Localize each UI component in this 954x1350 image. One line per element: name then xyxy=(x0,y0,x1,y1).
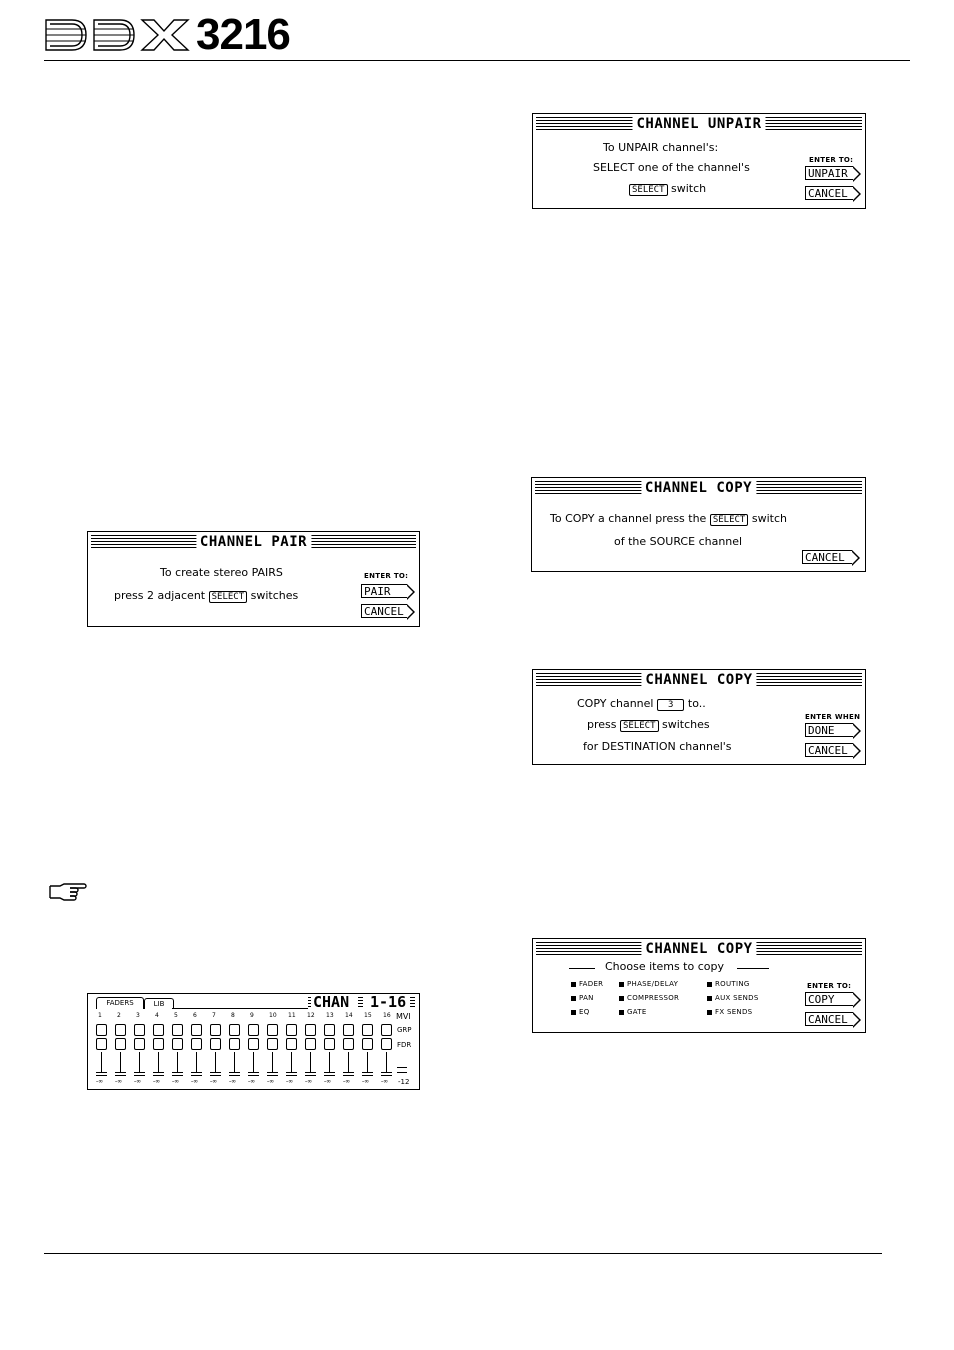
channel-number: 16 xyxy=(383,1012,391,1019)
channel-number: 6 xyxy=(193,1012,197,1019)
instruction-line-1: To COPY a channel press the SELECT switch xyxy=(550,512,787,525)
fader-track-channel-14[interactable] xyxy=(348,1052,349,1072)
instruction-line-2: press SELECT switches xyxy=(587,718,710,731)
cancel-button[interactable]: CANCEL xyxy=(361,604,407,618)
channel-number: 12 xyxy=(307,1012,315,1019)
fader-track-channel-3[interactable] xyxy=(139,1052,140,1072)
checkbox-icon xyxy=(619,1010,624,1015)
select-key: SELECT xyxy=(629,184,668,196)
fader-cap-channel-5[interactable] xyxy=(172,1072,183,1076)
instruction-line-2: press 2 adjacent SELECT switches xyxy=(114,589,299,602)
mute-button-channel-13[interactable] xyxy=(324,1038,335,1050)
channel-pair-screen xyxy=(87,531,420,627)
instruction-line-1: To UNPAIR channel's: xyxy=(603,141,719,154)
fader-cap-channel-8[interactable] xyxy=(229,1072,240,1076)
fader-level: -∞ xyxy=(134,1078,142,1085)
channel-number: 3 xyxy=(136,1012,140,1019)
select-key: SELECT xyxy=(209,591,248,603)
option-routing[interactable]: ROUTING xyxy=(707,980,750,988)
fader-level: -∞ xyxy=(267,1078,275,1085)
mute-button-channel-12[interactable] xyxy=(305,1038,316,1050)
enter-to-label: ENTER TO: xyxy=(364,572,409,580)
screen-title: CHANNEL COPY xyxy=(641,673,756,687)
title-bar xyxy=(536,117,862,131)
channel-copy-destination-screen xyxy=(532,669,866,765)
fader-track-channel-13[interactable] xyxy=(329,1052,330,1072)
select-button-channel-7[interactable] xyxy=(210,1024,221,1036)
copy-button[interactable]: COPY xyxy=(805,992,853,1006)
fader-track-channel-5[interactable] xyxy=(177,1052,178,1072)
instruction-line-2: of the SOURCE channel xyxy=(614,535,743,548)
channel-number: 14 xyxy=(345,1012,353,1019)
chan-range: 1-16 xyxy=(370,993,407,1011)
select-button-channel-15[interactable] xyxy=(362,1024,373,1036)
option-pan[interactable]: PAN xyxy=(571,994,594,1002)
channel-unpair-screen xyxy=(532,113,866,209)
channel-number-key: 3 xyxy=(657,699,684,711)
fader-level: -∞ xyxy=(362,1078,370,1085)
tab-lib[interactable]: LIB xyxy=(144,998,174,1009)
title-stripes-left xyxy=(308,997,311,1009)
fader-level: -∞ xyxy=(381,1078,389,1085)
mute-button-channel-8[interactable] xyxy=(229,1038,240,1050)
enter-to-label: ENTER TO: xyxy=(807,982,852,990)
option-fader[interactable]: FADER xyxy=(571,980,603,988)
channel-number: 9 xyxy=(250,1012,254,1019)
channel-number: 5 xyxy=(174,1012,178,1019)
fader-cap-channel-3[interactable] xyxy=(134,1072,145,1076)
select-button-channel-2[interactable] xyxy=(115,1024,126,1036)
fader-cap-channel-4[interactable] xyxy=(153,1072,164,1076)
select-button-channel-16[interactable] xyxy=(381,1024,392,1036)
channel-number: 15 xyxy=(364,1012,372,1019)
mute-button-channel-4[interactable] xyxy=(153,1038,164,1050)
tab-baseline xyxy=(172,1008,308,1009)
select-button-channel-12[interactable] xyxy=(305,1024,316,1036)
enter-when-label: ENTER WHEN xyxy=(805,713,861,721)
cancel-button[interactable]: CANCEL xyxy=(805,1012,853,1026)
checkbox-icon xyxy=(571,1010,576,1015)
mute-button-channel-14[interactable] xyxy=(343,1038,354,1050)
instruction-line-1: To create stereo PAIRS xyxy=(160,566,283,579)
channel-number: 7 xyxy=(212,1012,216,1019)
logo-number: 3216 xyxy=(196,10,290,59)
channel-number: 2 xyxy=(117,1012,121,1019)
fader-level: -∞ xyxy=(115,1078,123,1085)
instruction-line-1: COPY channel 3 to.. xyxy=(577,697,706,710)
fader-track-channel-6[interactable] xyxy=(196,1052,197,1072)
title-bar xyxy=(535,481,862,495)
channel-copy-items-screen xyxy=(532,938,866,1033)
option-compressor[interactable]: COMPRESSOR xyxy=(619,994,679,1002)
option-gate[interactable]: GATE xyxy=(619,1008,647,1016)
title-stripes-mid xyxy=(358,997,363,1009)
mvi-label: MVI xyxy=(396,1012,411,1021)
cancel-button[interactable]: CANCEL xyxy=(805,743,853,757)
grp-label: GRP xyxy=(397,1026,412,1034)
fader-track-channel-15[interactable] xyxy=(367,1052,368,1072)
fader-level: -∞ xyxy=(286,1078,294,1085)
option-aux-sends[interactable]: AUX SENDS xyxy=(707,994,759,1002)
mute-button-channel-11[interactable] xyxy=(286,1038,297,1050)
fader-cap-channel-11[interactable] xyxy=(286,1072,297,1076)
screen-title: CHANNEL COPY xyxy=(641,942,756,956)
fader-track-channel-8[interactable] xyxy=(234,1052,235,1072)
option-phase-delay[interactable]: PHASE/DELAY xyxy=(619,980,678,988)
fader-cap-channel-6[interactable] xyxy=(191,1072,202,1076)
fader-cap-channel-10[interactable] xyxy=(267,1072,278,1076)
mute-button-channel-7[interactable] xyxy=(210,1038,221,1050)
fader-level: -∞ xyxy=(343,1078,351,1085)
checkbox-icon xyxy=(707,996,712,1001)
checkbox-icon xyxy=(571,996,576,1001)
channel-number: 1 xyxy=(98,1012,102,1019)
select-button-channel-11[interactable] xyxy=(286,1024,297,1036)
select-button-channel-3[interactable] xyxy=(134,1024,145,1036)
fader-track-channel-4[interactable] xyxy=(158,1052,159,1072)
fader-cap-channel-1[interactable] xyxy=(96,1072,107,1076)
fader-cap-channel-7[interactable] xyxy=(210,1072,221,1076)
fader-level: -∞ xyxy=(324,1078,332,1085)
screen-title: CHANNEL COPY xyxy=(641,481,756,495)
mute-button-channel-3[interactable] xyxy=(134,1038,145,1050)
fader-track-channel-9[interactable] xyxy=(253,1052,254,1072)
header-rule xyxy=(44,60,910,61)
mute-button-channel-15[interactable] xyxy=(362,1038,373,1050)
cancel-button[interactable]: CANCEL xyxy=(805,186,853,200)
fader-cap-channel-2[interactable] xyxy=(115,1072,126,1076)
channel-number: 4 xyxy=(155,1012,159,1019)
fader-level: -∞ xyxy=(96,1078,104,1085)
mute-button-channel-6[interactable] xyxy=(191,1038,202,1050)
subtitle-rule-left xyxy=(569,968,595,969)
mute-button-channel-10[interactable] xyxy=(267,1038,278,1050)
fader-track-channel-1[interactable] xyxy=(101,1052,102,1072)
mute-button-channel-1[interactable] xyxy=(96,1038,107,1050)
checkbox-icon xyxy=(707,982,712,987)
channel-number: 8 xyxy=(231,1012,235,1019)
switch-label: switch xyxy=(671,182,707,195)
checkbox-icon xyxy=(571,982,576,987)
fader-cap-channel-12[interactable] xyxy=(305,1072,316,1076)
checkbox-icon xyxy=(619,996,624,1001)
checkbox-icon xyxy=(619,982,624,987)
select-button-channel-5[interactable] xyxy=(172,1024,183,1036)
fader-track-channel-16[interactable] xyxy=(386,1052,387,1072)
fader-cap-channel-15[interactable] xyxy=(362,1072,373,1076)
fader-track-channel-12[interactable] xyxy=(310,1052,311,1072)
mute-button-channel-5[interactable] xyxy=(172,1038,183,1050)
checkbox-icon xyxy=(707,1010,712,1015)
unpair-button[interactable]: UNPAIR xyxy=(805,166,853,180)
title-bar xyxy=(91,535,416,549)
select-button-channel-4[interactable] xyxy=(153,1024,164,1036)
bottom-rule xyxy=(44,1253,882,1254)
faders-screen xyxy=(87,993,420,1090)
option-fx-sends[interactable]: FX SENDS xyxy=(707,1008,752,1016)
master-level: -12 xyxy=(398,1078,410,1086)
select-key: SELECT xyxy=(620,720,659,732)
select-button-channel-8[interactable] xyxy=(229,1024,240,1036)
select-button-channel-1[interactable] xyxy=(96,1024,107,1036)
fader-track-channel-10[interactable] xyxy=(272,1052,273,1072)
channel-copy-source-screen xyxy=(531,477,866,572)
fader-cap-channel-14[interactable] xyxy=(343,1072,354,1076)
select-key: SELECT xyxy=(710,514,749,526)
fader-level: -∞ xyxy=(229,1078,237,1085)
pair-button[interactable]: PAIR xyxy=(361,584,407,598)
fdr-label: FDR xyxy=(397,1041,412,1049)
fader-level: -∞ xyxy=(305,1078,313,1085)
screen-title: CHANNEL UNPAIR xyxy=(632,117,765,131)
mute-button-channel-16[interactable] xyxy=(381,1038,392,1050)
mute-button-channel-2[interactable] xyxy=(115,1038,126,1050)
channel-number: 11 xyxy=(288,1012,296,1019)
ddx-logo-letters xyxy=(44,16,194,54)
select-button-channel-14[interactable] xyxy=(343,1024,354,1036)
fader-level: -∞ xyxy=(153,1078,161,1085)
channel-number: 10 xyxy=(269,1012,277,1019)
instruction-line-3 xyxy=(629,182,706,196)
fader-track-channel-11[interactable] xyxy=(291,1052,292,1072)
fader-level: -∞ xyxy=(172,1078,180,1085)
fader-level: -∞ xyxy=(191,1078,199,1085)
instruction-line-3: for DESTINATION channel's xyxy=(583,740,732,753)
screen-title: CHANNEL PAIR xyxy=(196,535,311,549)
select-button-channel-13[interactable] xyxy=(324,1024,335,1036)
option-eq[interactable]: EQ xyxy=(571,1008,590,1016)
fader-track-channel-2[interactable] xyxy=(120,1052,121,1072)
chan-title: CHAN xyxy=(313,993,350,1011)
channel-number: 13 xyxy=(326,1012,334,1019)
mute-button-channel-9[interactable] xyxy=(248,1038,259,1050)
fader-cap-channel-16[interactable] xyxy=(381,1072,392,1076)
fader-cap-channel-13[interactable] xyxy=(324,1072,335,1076)
title-bar xyxy=(536,942,862,956)
fader-track-channel-7[interactable] xyxy=(215,1052,216,1072)
enter-to-label: ENTER TO: xyxy=(809,156,854,164)
done-button[interactable]: DONE xyxy=(805,723,853,737)
choose-items-subtitle: Choose items to copy xyxy=(605,960,724,973)
cancel-button[interactable]: CANCEL xyxy=(802,550,852,564)
tab-faders[interactable]: FADERS xyxy=(96,997,144,1009)
subtitle-rule-right xyxy=(737,968,769,969)
title-bar xyxy=(536,673,862,687)
select-button-channel-10[interactable] xyxy=(267,1024,278,1036)
select-button-channel-6[interactable] xyxy=(191,1024,202,1036)
pointing-hand-icon xyxy=(48,880,88,904)
fader-level: -∞ xyxy=(210,1078,218,1085)
title-stripes-right xyxy=(410,997,415,1009)
fader-cap-channel-9[interactable] xyxy=(248,1072,259,1076)
instruction-line-2: SELECT one of the channel's xyxy=(593,161,750,174)
fader-level: -∞ xyxy=(248,1078,256,1085)
select-button-channel-9[interactable] xyxy=(248,1024,259,1036)
master-fader-cap[interactable] xyxy=(397,1067,407,1073)
